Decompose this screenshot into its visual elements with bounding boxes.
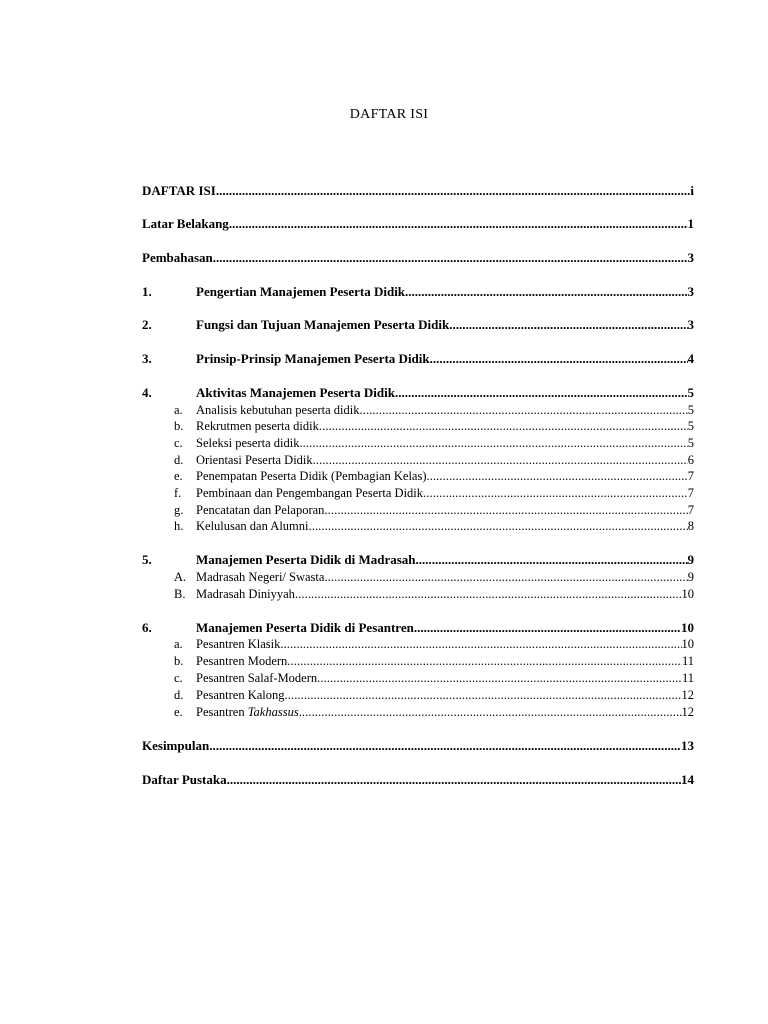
dot-leader: [216, 182, 691, 200]
dot-leader: [405, 283, 687, 301]
toc-entry-number: e.: [174, 705, 183, 719]
toc-entry-text: Manajemen Peserta Didik di Madrasah: [196, 552, 416, 567]
toc-entry-text: [196, 704, 299, 721]
toc-entry-text: Pembahasan: [142, 250, 213, 265]
toc-entry-text: Penempatan Peserta Didik (Pembagian Kelas): [196, 469, 427, 483]
toc-entry-number: a.: [174, 403, 183, 417]
toc-entry-text: Fungsi dan Tujuan Manajemen Peserta Didik: [196, 317, 450, 332]
toc-page-number: 14: [681, 772, 694, 787]
toc-page-number: 3: [687, 317, 694, 332]
toc-entry-section-4: [142, 384, 694, 402]
toc-subentry: [142, 435, 694, 452]
toc-page-number: 7: [687, 469, 694, 483]
toc-page-number: 12: [681, 688, 694, 702]
toc-entry-number: 4.: [142, 385, 152, 400]
dot-leader: [287, 653, 682, 670]
toc-page-number: 6: [687, 453, 694, 467]
dot-leader: [213, 249, 688, 267]
toc-entry-number: c.: [174, 436, 183, 450]
toc-entry-text: Pencatatan dan Pelaporan: [196, 503, 325, 517]
dot-leader: [227, 771, 681, 789]
dot-leader: [309, 518, 688, 535]
toc-subentry: [142, 418, 694, 435]
toc-subentry: [142, 468, 694, 485]
toc-entry-daftar-pustaka: [142, 771, 694, 789]
toc-entry-number: c.: [174, 671, 183, 685]
toc-entry-text: Orientasi Peserta Didik: [196, 453, 313, 467]
toc-entry-section-1: [142, 283, 694, 301]
toc-page-number: 10: [681, 637, 694, 651]
toc-entry-text: Pengertian Manajemen Peserta Didik: [196, 284, 406, 299]
toc-entry-text: Aktivitas Manajemen Peserta Didik: [196, 385, 395, 400]
toc-subentry: [142, 670, 694, 687]
toc-entry-latar-belakang: [142, 215, 694, 233]
toc-entry-text: Rekrutmen peserta didik: [196, 419, 319, 433]
toc-entry-text-italic: Takhassus: [247, 705, 299, 719]
dot-leader: [317, 670, 682, 687]
dot-leader: [360, 402, 688, 419]
toc-entry-text: Pesantren Klasik: [196, 637, 281, 651]
toc-entry-number: 2.: [142, 317, 152, 332]
toc-entry-number: 5.: [142, 552, 152, 567]
dot-leader: [427, 468, 688, 485]
toc-entry-text: Pesantren Kalong: [196, 688, 285, 702]
toc-entry-section-5: [142, 551, 694, 569]
dot-leader: [414, 619, 681, 637]
toc-entry-number: h.: [174, 519, 184, 533]
toc-subentry: [142, 586, 694, 603]
dot-leader: [430, 350, 688, 368]
toc-entry-number: f.: [174, 486, 182, 500]
toc-page-number: 5: [687, 403, 694, 417]
toc-page-number: 7: [687, 503, 694, 517]
toc-page-number: 10: [681, 587, 694, 601]
toc-subentry: [142, 687, 694, 704]
toc-entry-text: Daftar Pustaka: [142, 772, 227, 787]
toc-entry-number: a.: [174, 637, 183, 651]
toc-page-number: 3: [687, 250, 694, 265]
toc-page-number: 10: [681, 620, 694, 635]
toc-entry-text: Analisis kebutuhan peserta didik: [196, 403, 360, 417]
toc-page-number: 11: [681, 671, 694, 685]
toc-entry-pembahasan: [142, 249, 694, 267]
dot-leader: [313, 452, 688, 469]
toc-entry-number: g.: [174, 503, 184, 517]
dot-leader: [295, 586, 682, 603]
toc-entry-number: B.: [174, 587, 186, 601]
page-title: DAFTAR ISI: [349, 107, 429, 122]
toc-page-number: i: [690, 183, 694, 198]
toc-entry-number: b.: [174, 419, 184, 433]
toc-entry-text: Seleksi peserta didik: [196, 436, 300, 450]
toc-page-number: 9: [687, 570, 694, 584]
toc-entry-text: Kelulusan dan Alumni: [196, 519, 309, 533]
dot-leader: [324, 502, 687, 519]
dot-leader: [299, 435, 687, 452]
toc-entry-section-3: [142, 350, 694, 368]
dot-leader: [449, 316, 687, 334]
toc-entry-text: Pembinaan dan Pengembangan Peserta Didik: [196, 486, 424, 500]
toc-subentry: [142, 569, 694, 586]
toc-subentry: [142, 636, 694, 653]
toc-subentry: [142, 452, 694, 469]
dot-leader: [229, 215, 688, 233]
dot-leader: [299, 704, 682, 721]
toc-entry-number: d.: [174, 453, 184, 467]
toc-entry-text: Madrasah Negeri/ Swasta: [196, 570, 325, 584]
toc-entry-daftar-isi: [142, 182, 694, 200]
toc-page-number: 1: [687, 216, 694, 231]
toc-page-number: 9: [687, 552, 694, 567]
toc-page-number: 3: [687, 284, 694, 299]
toc-page-number: 11: [681, 654, 694, 668]
toc-entry-text-plain: Pesantren: [196, 705, 248, 719]
dot-leader: [395, 384, 688, 402]
toc-entry-number: 6.: [142, 620, 152, 635]
toc-page-number: 8: [687, 519, 694, 533]
toc-page-number: 13: [681, 738, 694, 753]
dot-leader: [324, 569, 687, 586]
toc-entry-text: Pesantren Salaf-Modern: [196, 671, 318, 685]
toc-subentry: [142, 485, 694, 502]
toc-entry-text: Manajemen Peserta Didik di Pesantren: [196, 620, 414, 635]
dot-leader: [416, 551, 688, 569]
toc-entry-number: 1.: [142, 284, 152, 299]
toc-entry-text: DAFTAR ISI: [142, 183, 216, 198]
toc-subentry: [142, 653, 694, 670]
dot-leader: [423, 485, 688, 502]
dot-leader: [285, 687, 682, 704]
toc-page-number: 12: [681, 705, 694, 719]
toc-entry-number: d.: [174, 688, 184, 702]
toc-entry-section-6: [142, 619, 694, 637]
toc-entry-number: b.: [174, 654, 184, 668]
toc-entry-section-2: [142, 316, 694, 334]
toc-page-number: 4: [687, 351, 694, 366]
toc-page-number: 7: [687, 486, 694, 500]
toc-subentry: [142, 704, 694, 721]
toc-subentry: [142, 402, 694, 419]
toc-entry-text: Latar Belakang: [142, 216, 229, 231]
dot-leader: [209, 737, 681, 755]
toc-entry-kesimpulan: [142, 737, 694, 755]
dot-leader: [280, 636, 681, 653]
dot-leader: [319, 418, 688, 435]
toc-entry-number: e.: [174, 469, 183, 483]
toc-page-number: 5: [687, 385, 694, 400]
toc-entry-text: Kesimpulan: [142, 738, 210, 753]
toc-entry-number: 3.: [142, 351, 152, 366]
toc-entry-text: Prinsip-Prinsip Manajemen Peserta Didik: [196, 351, 430, 366]
toc-subentry: [142, 518, 694, 535]
toc-entry-text: Madrasah Diniyyah: [196, 587, 295, 601]
toc-page-number: 5: [687, 419, 694, 433]
toc-entry-number: A.: [174, 570, 187, 584]
toc-subentry: [142, 502, 694, 519]
toc-entry-text: Pesantren Modern: [196, 654, 288, 668]
toc-page-number: 5: [687, 436, 694, 450]
